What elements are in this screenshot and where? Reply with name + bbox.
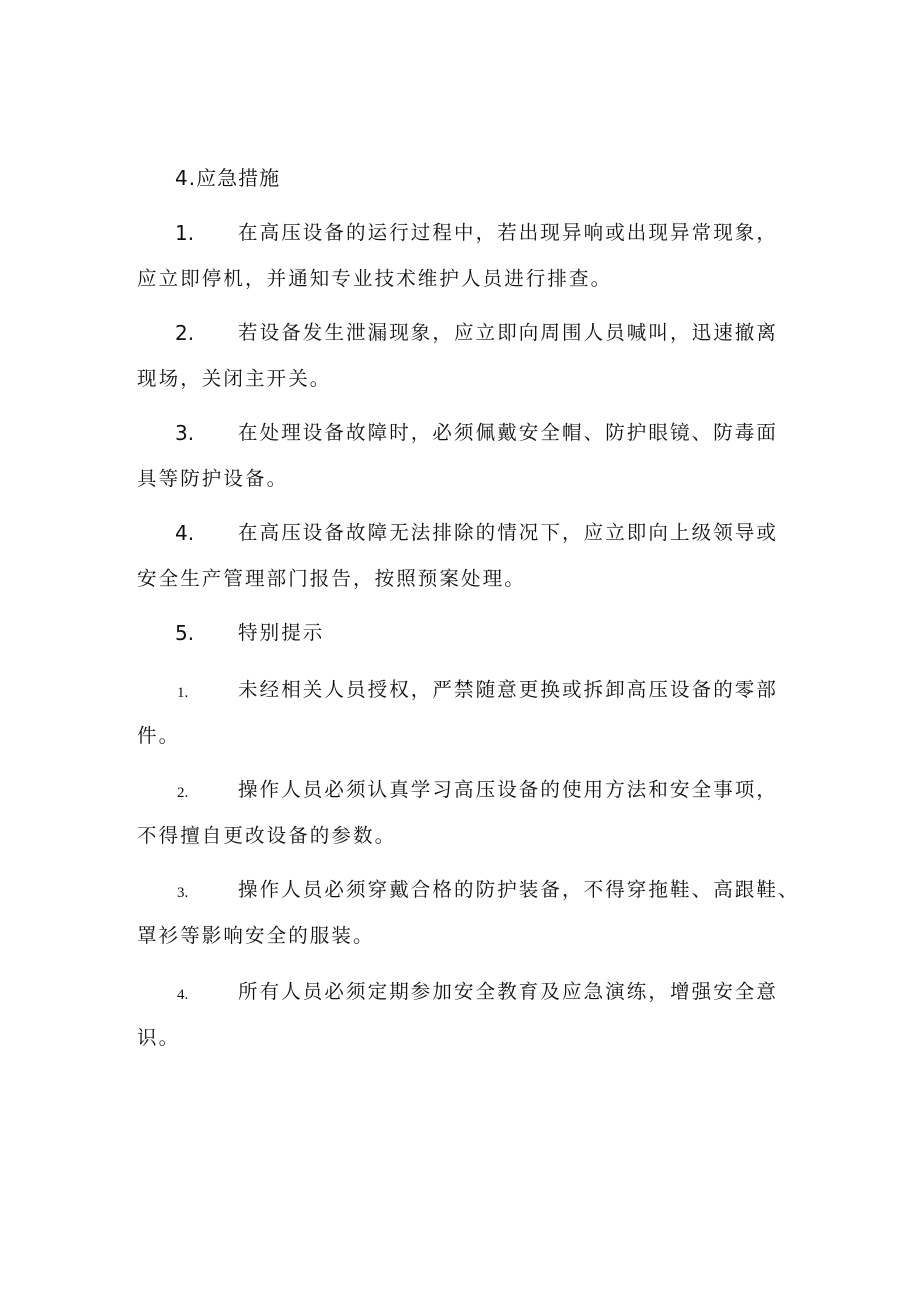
item-text-line-1: 在处理设备故障时，必须佩戴安全帽、防护眼镜、防毒面 (238, 421, 779, 444)
item-text-line-1: 若设备发生泄漏现象，应立即向周围人员喊叫，迅速撤离 (238, 321, 779, 344)
item-text-line-1: 在高压设备故障无法排除的情况下，应立即向上级领导或 (238, 521, 779, 544)
item-number: 2. (175, 321, 195, 345)
item-text-line-2: 安全生产管理部门报告，按照预案处理。 (137, 567, 526, 590)
tip-text-line-2: 不得擅自更改设备的参数。 (137, 824, 397, 847)
tip-text-line-2: 罩衫等影响安全的服装。 (137, 924, 375, 947)
item-number: 5. (175, 621, 195, 645)
item-number: 4. (175, 521, 195, 545)
tip-text-line-1: 操作人员必须穿戴合格的防护装备，不得穿拖鞋、高跟鞋、 (238, 878, 800, 901)
item-text-line-1: 特别提示 (238, 621, 325, 644)
item-number: 1. (175, 221, 195, 245)
tip-number: 4. (177, 987, 189, 1003)
tip-text-line-1: 未经相关人员授权，严禁随意更换或拆卸高压设备的零部 (238, 678, 779, 701)
item-number: 3. (175, 421, 195, 445)
tip-number: 2. (177, 785, 189, 801)
tip-number: 3. (177, 885, 189, 901)
tip-text-line-1: 操作人员必须认真学习高压设备的使用方法和安全事项， (238, 778, 779, 801)
tip-text-line-1: 所有人员必须定期参加安全教育及应急演练，增强安全意 (238, 980, 779, 1003)
item-text-line-2: 具等防护设备。 (137, 467, 289, 490)
item-text-line-2: 应立即停机，并通知专业技术维护人员进行排查。 (137, 267, 613, 290)
section-heading: 4.应急措施 (175, 166, 281, 190)
item-text-line-1: 在高压设备的运行过程中，若出现异响或出现异常现象， (238, 221, 779, 244)
tip-text-line-2: 识。 (137, 1026, 181, 1049)
item-text-line-2: 现场，关闭主开关。 (137, 367, 332, 390)
tip-number: 1. (177, 685, 189, 701)
tip-text-line-2: 件。 (137, 724, 181, 747)
